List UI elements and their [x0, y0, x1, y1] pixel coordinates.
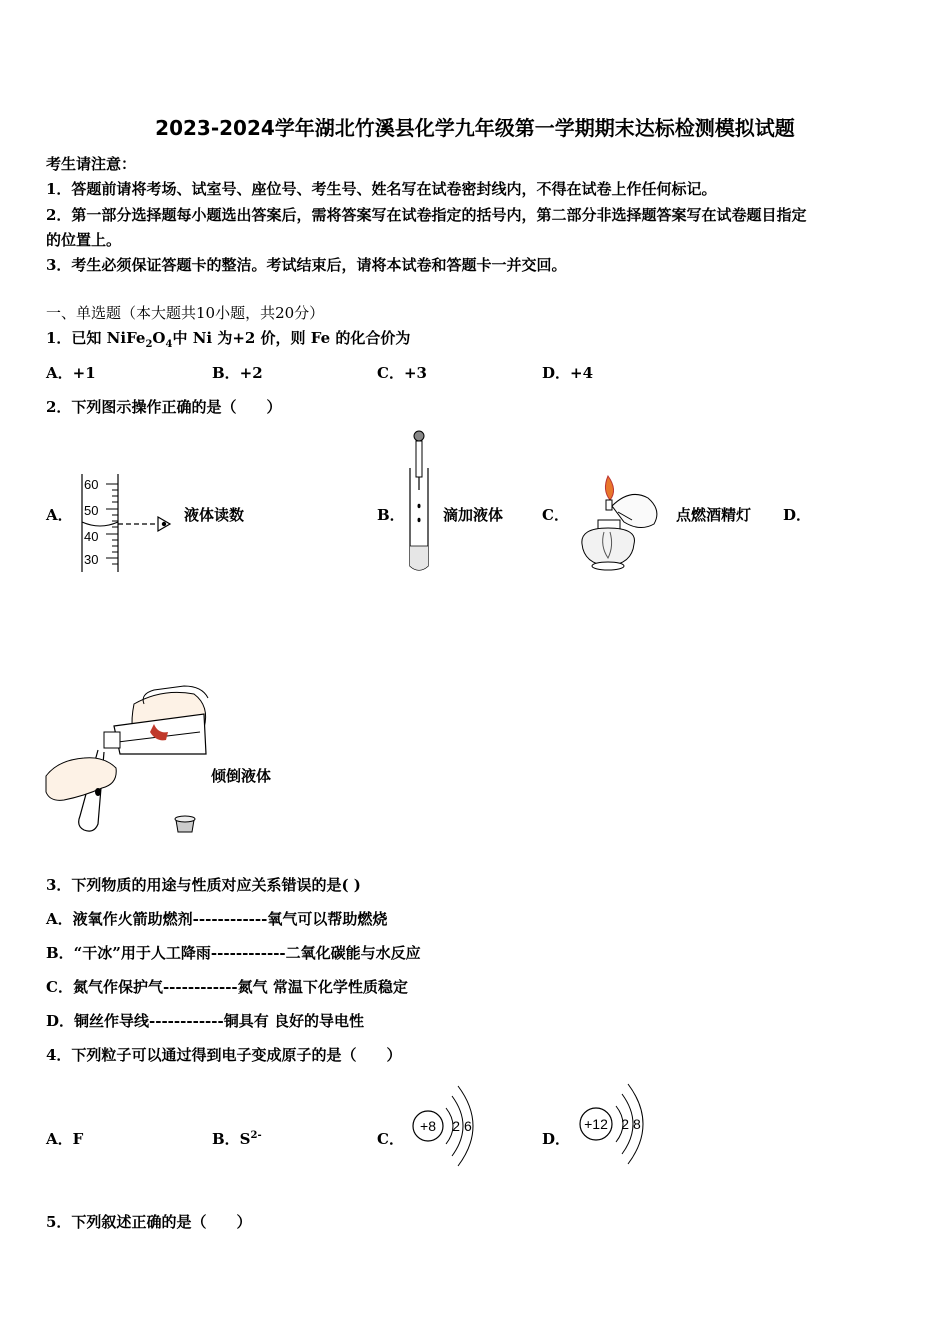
- nucleus-charge-c: +8: [420, 1118, 436, 1134]
- notice-item-3: 3．考生必须保证答题卡的整洁。考试结束后，请将本试卷和答题卡一并交回。: [46, 256, 567, 274]
- q2-option-c-caption: 点燃酒精灯: [676, 506, 752, 524]
- q2-option-d-label: D．: [783, 506, 812, 524]
- notice-item-1: 1．答题前请将考场、试室号、座位号、考生号、姓名写在试卷密封线内，不得在试卷上作任何标记。: [46, 180, 717, 198]
- question-1: 1．已知 $NiFe_2O_4$中 Ni 为+2 价，则 Fe 的化合价为: [46, 329, 411, 350]
- q4-option-a: A．F: [46, 1130, 84, 1148]
- tick-50: 50: [84, 503, 99, 518]
- q3-option-c: C．氮气作保护气------------氮气 常温下化学性质稳定: [46, 978, 408, 996]
- tick-40: 40: [84, 529, 99, 544]
- dropper-test-tube-figure: [404, 428, 434, 576]
- q2-option-b-caption: 滴加液体: [443, 506, 504, 524]
- shell-electrons-c: 2 6: [452, 1118, 472, 1134]
- tick-30: 30: [84, 552, 99, 567]
- section-heading: 一、单选题（本大题共10小题，共20分）: [46, 304, 325, 322]
- q3-option-a: A．液氧作火箭助燃剂------------氧气可以帮助燃烧: [46, 910, 388, 928]
- shell-electrons-d: 2 8: [621, 1116, 641, 1132]
- question-2: 2．下列图示操作正确的是（ ）: [46, 398, 282, 416]
- q4-option-d-label: D．: [542, 1130, 571, 1148]
- q2-option-a-label: A．: [46, 506, 73, 524]
- q1-option-c: C．+3: [377, 364, 427, 382]
- q3-option-d: D．铜丝作导线------------铜具有 良好的导电性: [46, 1012, 364, 1030]
- notice-item-2: 2．第一部分选择题每小题选出答案后，需将答案写在试卷指定的括号内，第二部分非选择题答案写在试卷题目指定: [46, 206, 807, 224]
- nucleus-charge-d: +12: [584, 1116, 608, 1132]
- question-5: 5．下列叙述正确的是（ ）: [46, 1213, 252, 1231]
- tick-60: 60: [84, 477, 99, 492]
- q2-option-d-caption: 倾倒液体: [211, 767, 272, 785]
- q4-option-c-label: C．: [377, 1130, 404, 1148]
- atom-diagram-c: [408, 1084, 488, 1168]
- alcohol-lamp-figure: [574, 466, 670, 576]
- question-3: 3．下列物质的用途与性质对应关系错误的是( ): [46, 876, 361, 894]
- q2-option-c-label: C．: [542, 506, 569, 524]
- q1-option-a: A．+1: [46, 364, 96, 382]
- q3-option-b: B．“干冰”用于人工降雨------------二氧化碳能与水反应: [46, 944, 421, 962]
- q1-option-b: B．+2: [212, 364, 263, 382]
- notice-item-2-cont: 的位置上。: [46, 231, 122, 249]
- q2-option-a-caption: 液体读数: [184, 506, 245, 524]
- pouring-liquid-figure: [44, 684, 214, 836]
- notice-heading: 考生请注意：: [46, 155, 137, 173]
- page-title: 2023-2024学年湖北竹溪县化学九年级第一学期期末达标检测模拟试题: [155, 116, 795, 140]
- atom-diagram-d: [576, 1082, 656, 1166]
- q4-option-b: B．$S^{2-}$: [212, 1130, 262, 1148]
- graduated-cylinder-figure: [78, 472, 178, 574]
- q2-option-b-label: B．: [377, 506, 405, 524]
- q1-option-d: D．+4: [542, 364, 594, 382]
- question-4: 4．下列粒子可以通过得到电子变成原子的是（ ）: [46, 1046, 402, 1064]
